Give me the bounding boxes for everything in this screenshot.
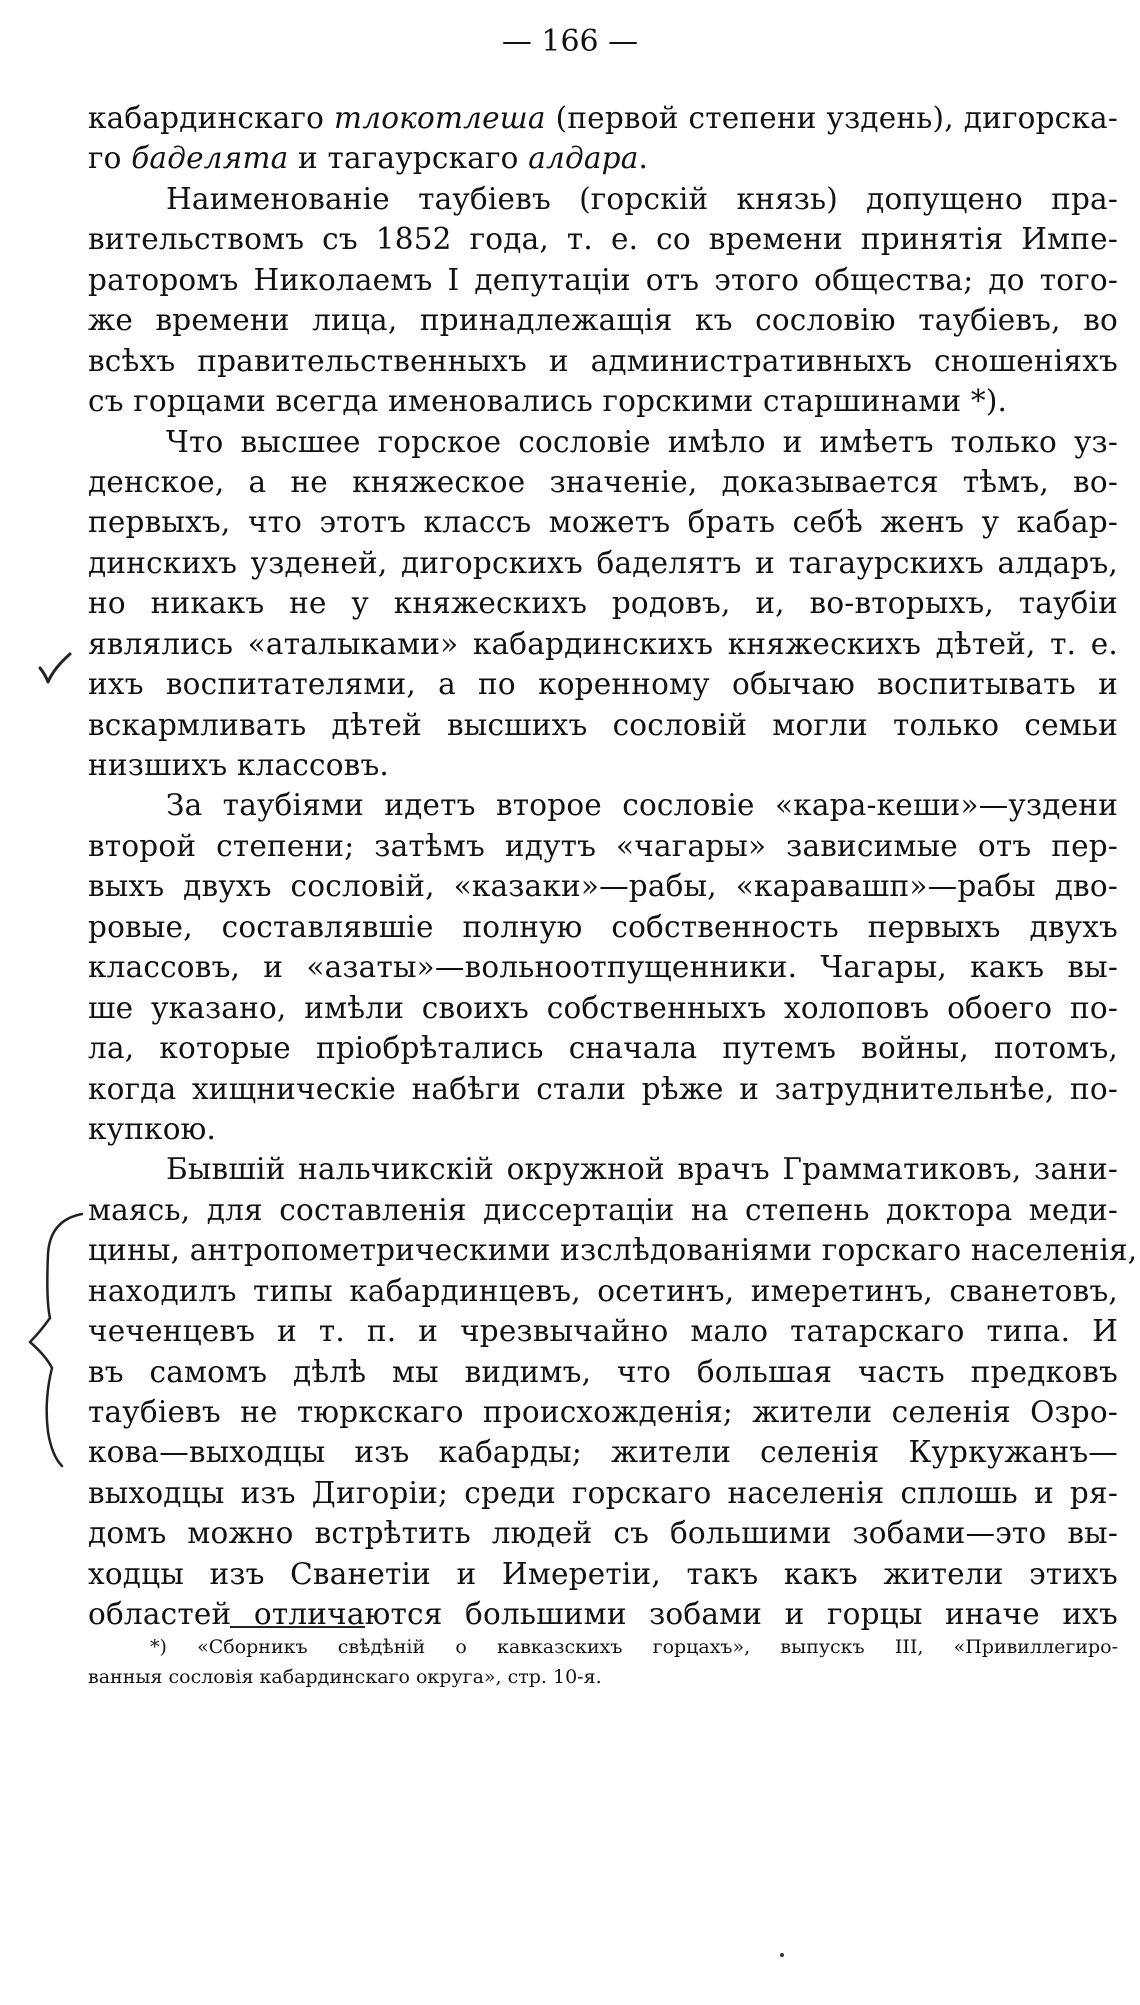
text-segment: . bbox=[638, 141, 649, 176]
text-line bbox=[88, 1311, 1118, 1351]
handwritten-brace-icon bbox=[26, 1210, 90, 1470]
handwritten-check-mark-icon bbox=[36, 648, 76, 688]
text-segment: кова—выходцы изъ кабарды; жители селенія Куркужанъ— bbox=[88, 1435, 1118, 1470]
text-line bbox=[88, 907, 1118, 947]
text-segment: являлись «аталыками» кабардинскихъ княжескихъ дѣтей, т. е. bbox=[88, 626, 1118, 661]
text-line bbox=[88, 98, 1118, 138]
text-segment: кабардинскаго bbox=[88, 101, 335, 135]
text-segment: ихъ воспитателями, а по коренному обычаю воспитывать и bbox=[88, 667, 1118, 702]
text-segment: цины, антропометрическими изслѣдованіями горскаго населенія, bbox=[88, 1233, 1138, 1268]
text-segment: маясь, для составленія диссертаціи на степень доктора меди- bbox=[88, 1192, 1118, 1227]
text-line bbox=[88, 745, 1118, 785]
text-line bbox=[88, 988, 1118, 1028]
text-segment: первыхъ, что этотъ классъ можетъ брать себѣ женъ у кабар- bbox=[88, 505, 1118, 540]
text-line bbox=[88, 1149, 1118, 1189]
text-line bbox=[88, 179, 1118, 219]
text-line bbox=[88, 300, 1118, 340]
text-line bbox=[88, 260, 1118, 300]
text-segment: же времени лица, принадлежащія къ сословію таубіевъ, во bbox=[88, 303, 1118, 338]
text-line bbox=[88, 1432, 1118, 1472]
text-segment: Что высшее горское сословіе имѣло и имѣетъ только уз- bbox=[166, 424, 1118, 459]
page-number: — 166 — bbox=[501, 24, 639, 59]
text-segment: второй степени; затѣмъ идутъ «чагары» зависимые отъ пер- bbox=[88, 828, 1118, 863]
text-segment: го bbox=[88, 141, 132, 176]
text-line bbox=[88, 1190, 1118, 1230]
text-segment: ла, которые пріобрѣтались сначала путемъ войны, потомъ, bbox=[88, 1031, 1118, 1066]
footnote bbox=[88, 1632, 1118, 1692]
scan-speck bbox=[780, 1953, 784, 1957]
text-segment: Бывшій нальчикскій окружной врачъ Грамматиковъ, зани- bbox=[166, 1152, 1118, 1187]
text-line bbox=[88, 1352, 1118, 1392]
text-segment: раторомъ Николаемъ I депутаціи отъ этого общества; до того- bbox=[88, 262, 1118, 297]
text-segment: выхъ двухъ сословій, «казаки»—рабы, «каравашп»—рабы дво- bbox=[88, 869, 1118, 904]
text-segment: выходцы изъ Дигоріи; среди горскаго населенія сплошь и ря- bbox=[88, 1475, 1118, 1510]
text-line bbox=[88, 381, 1118, 421]
text-line bbox=[88, 947, 1118, 987]
text-segment: всѣхъ правительственныхъ и административныхъ сношеніяхъ bbox=[88, 343, 1118, 378]
text-segment: находилъ типы кабардинцевъ, осетинъ, имеретинъ, сванетовъ, bbox=[88, 1273, 1118, 1308]
text-line bbox=[88, 1554, 1118, 1594]
italic-term: баделята bbox=[131, 141, 289, 176]
text-line bbox=[88, 1028, 1118, 1068]
text-segment: ходцы изъ Сванетіи и Имеретіи, такъ какъ жители этихъ bbox=[88, 1556, 1118, 1591]
text-segment: динскихъ узденей, дигорскихъ баделятъ и тагаурскихъ алдаръ, bbox=[88, 545, 1118, 580]
text-segment: низшихъ классовъ. bbox=[88, 748, 390, 782]
text-segment: купкою. bbox=[88, 1111, 217, 1146]
text-line bbox=[88, 502, 1118, 542]
text-segment: когда хищническіе набѣги стали рѣже и затруднительнѣе, по- bbox=[88, 1071, 1118, 1106]
text-segment: За таубіями идетъ второе сословіе «кара-кеши»—уздени bbox=[166, 788, 1118, 823]
text-line bbox=[88, 341, 1118, 381]
text-line bbox=[88, 543, 1118, 583]
text-line bbox=[88, 583, 1118, 623]
text-line bbox=[88, 1271, 1118, 1311]
text-segment: Наименованіе таубіевъ (горскій князь) допущено пра- bbox=[166, 181, 1118, 216]
text-segment: областей отличаются большими зобами и горцы иначе ихъ bbox=[88, 1597, 1118, 1632]
text-line bbox=[88, 219, 1118, 259]
text-line bbox=[88, 1513, 1118, 1553]
text-line bbox=[88, 785, 1118, 825]
italic-term: алдара bbox=[528, 141, 639, 176]
body-text bbox=[88, 98, 1138, 1635]
text-line bbox=[88, 138, 1118, 178]
text-line bbox=[88, 1230, 1138, 1270]
text-segment: но никакъ не у княжескихъ родовъ, и, во-вторыхъ, таубіи bbox=[88, 586, 1118, 621]
text-segment: вскармливать дѣтей высшихъ сословій могли только семьи bbox=[88, 707, 1118, 742]
text-segment: денское, а не княжеское значеніе, доказывается тѣмъ, во- bbox=[88, 464, 1118, 499]
text-segment: съ горцами всегда именовались горскими старшинами *). bbox=[88, 384, 1008, 419]
text-segment: таубіевъ не тюркскаго происхожденія; жители селенія Озро- bbox=[88, 1395, 1118, 1429]
text-segment: ше указано, имѣли своихъ собственныхъ холоповъ обоего по- bbox=[88, 990, 1118, 1025]
text-line bbox=[88, 705, 1118, 745]
text-line bbox=[88, 1109, 1118, 1149]
text-segment: чеченцевъ и т. п. и чрезвычайно мало татарскаго типа. И bbox=[88, 1314, 1118, 1349]
footnote-separator bbox=[230, 1626, 365, 1628]
text-segment: и тагаурскаго bbox=[288, 141, 529, 176]
text-segment: классовъ, и «азаты»—вольноотпущенники. Чагары, какъ вы- bbox=[88, 950, 1118, 985]
text-segment: (первой степени уздень), дигорска- bbox=[545, 101, 1119, 135]
text-line bbox=[88, 1069, 1118, 1109]
italic-term: тлокотлеша bbox=[334, 101, 546, 135]
text-segment: въ самомъ дѣлѣ мы видимъ, что большая часть предковъ bbox=[88, 1354, 1118, 1389]
text-line bbox=[88, 462, 1118, 502]
text-line bbox=[88, 826, 1118, 866]
text-segment: ровые, составлявшіе полную собственность первыхъ двухъ bbox=[88, 909, 1118, 944]
text-line bbox=[88, 1392, 1118, 1432]
text-line bbox=[88, 422, 1118, 462]
text-line bbox=[88, 664, 1118, 704]
text-segment: домъ можно встрѣтить людей съ большими зобами—это вы- bbox=[88, 1516, 1118, 1551]
text-segment: вительствомъ съ 1852 года, т. е. со времени принятія Импе- bbox=[88, 222, 1118, 257]
text-line bbox=[88, 1594, 1118, 1634]
text-line bbox=[88, 866, 1118, 906]
text-line bbox=[88, 624, 1118, 664]
footnote-line: *) «Сборникъ свѣдѣній о кавказскихъ горцахъ», выпускъ III, «Привиллегиро- bbox=[150, 1636, 1118, 1658]
footnote-line: ванныя сословія кабардинскаго округа», стр. 10-я. bbox=[88, 1666, 602, 1688]
text-line bbox=[88, 1473, 1118, 1513]
